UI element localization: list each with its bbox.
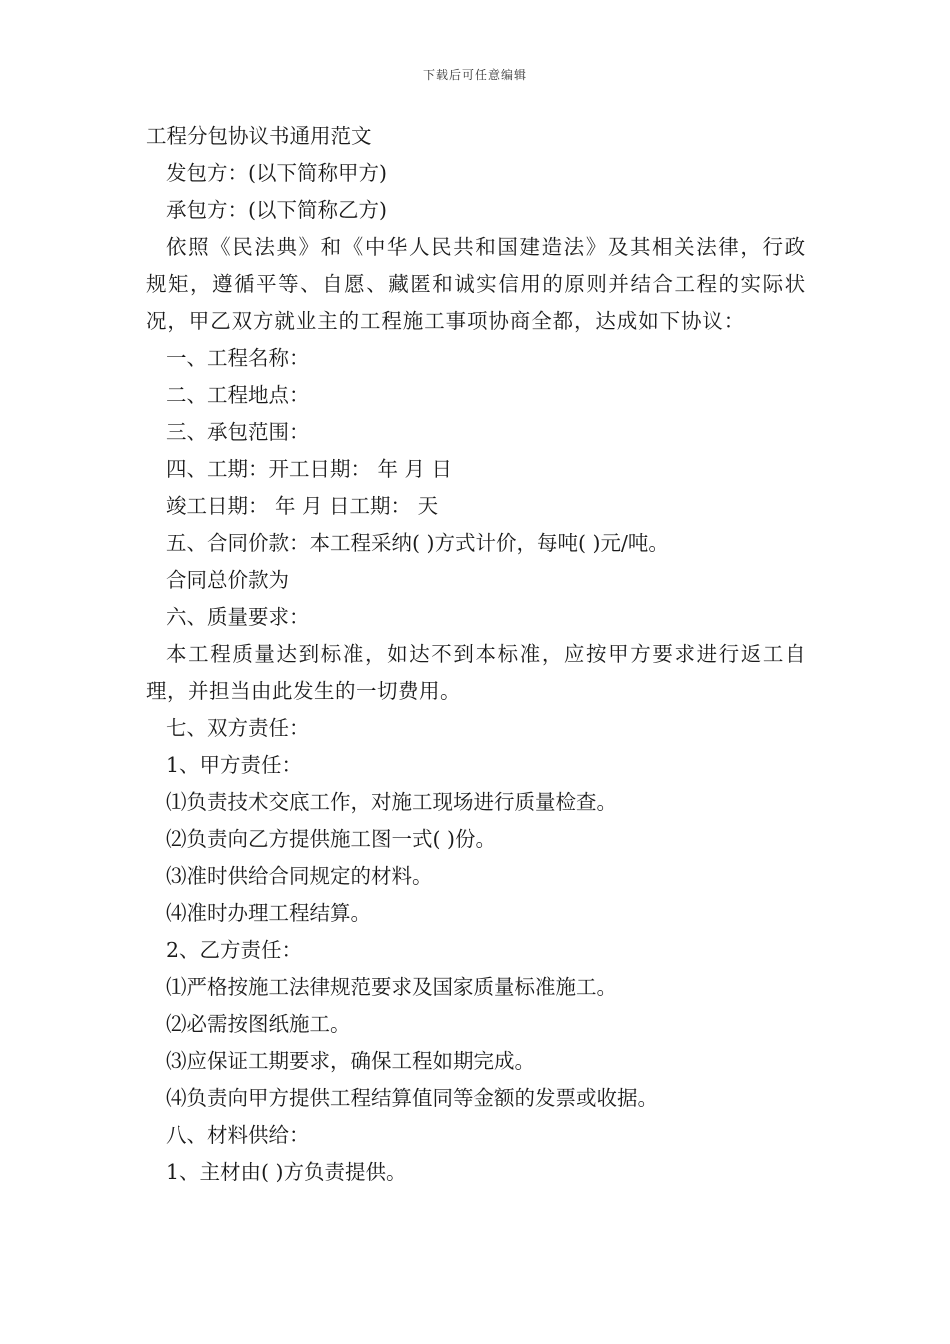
party-b-responsibilities-heading: 2、乙方责任：: [166, 938, 303, 962]
materials-item: 1、主材由( )方负责提供。: [166, 1160, 407, 1184]
section-materials: 八、材料供给：: [166, 1123, 310, 1147]
preamble-paragraph: 依照《民法典》和《中华人民共和国建造法》及其相关法律，行政规矩，遵循平等、自愿、藏匿和诚实信用的原则并结合工程的实际状况，甲乙双方就业主的工程施工事项协商全都，达成如下协议：: [146, 235, 806, 333]
document-body: [146, 118, 806, 1191]
header-note: 下载后可任意编辑: [422, 68, 527, 82]
party-b-item: ⑷负责向甲方提供工程结算值同等金额的发票或收据。: [166, 1086, 658, 1110]
section-project-name: 一、工程名称：: [166, 346, 310, 370]
party-b-item: ⑶应保证工期要求，确保工程如期完成。: [166, 1049, 535, 1073]
section-contract-price: 五、合同价款：本工程采纳( )方式计价，每吨( )元/吨。: [166, 531, 669, 555]
section-schedule-end: 竣工日期： 年 月 日工期： 天: [166, 494, 439, 518]
party-b-item: ⑴严格按施工法律规范要求及国家质量标准施工。: [166, 975, 617, 999]
section-project-location: 二、工程地点：: [166, 383, 310, 407]
party-a-item: ⑴负责技术交底工作，对施工现场进行质量检查。: [166, 790, 617, 814]
party-b-line: 承包方：(以下简称乙方): [166, 198, 387, 222]
party-a-line: 发包方：(以下简称甲方): [166, 161, 387, 185]
document-title: 工程分包协议书通用范文: [146, 124, 372, 148]
party-a-responsibilities-heading: 1、甲方责任：: [166, 753, 303, 777]
section-quality: 六、质量要求：: [166, 605, 310, 629]
section-schedule-start: 四、工期：开工日期： 年 月 日: [166, 457, 453, 481]
party-a-item: ⑵负责向乙方提供施工图一式( )份。: [166, 827, 497, 851]
party-a-item: ⑶准时供给合同规定的材料。: [166, 864, 433, 888]
party-b-item: ⑵必需按图纸施工。: [166, 1012, 351, 1036]
quality-paragraph: 本工程质量达到标准，如达不到本标准，应按甲方要求进行返工自理，并担当由此发生的一切费用。: [146, 642, 806, 703]
section-contract-scope: 三、承包范围：: [166, 420, 310, 444]
section-total-price: 合同总价款为: [166, 568, 289, 592]
party-a-item: ⑷准时办理工程结算。: [166, 901, 371, 925]
section-responsibilities: 七、双方责任：: [166, 716, 310, 740]
